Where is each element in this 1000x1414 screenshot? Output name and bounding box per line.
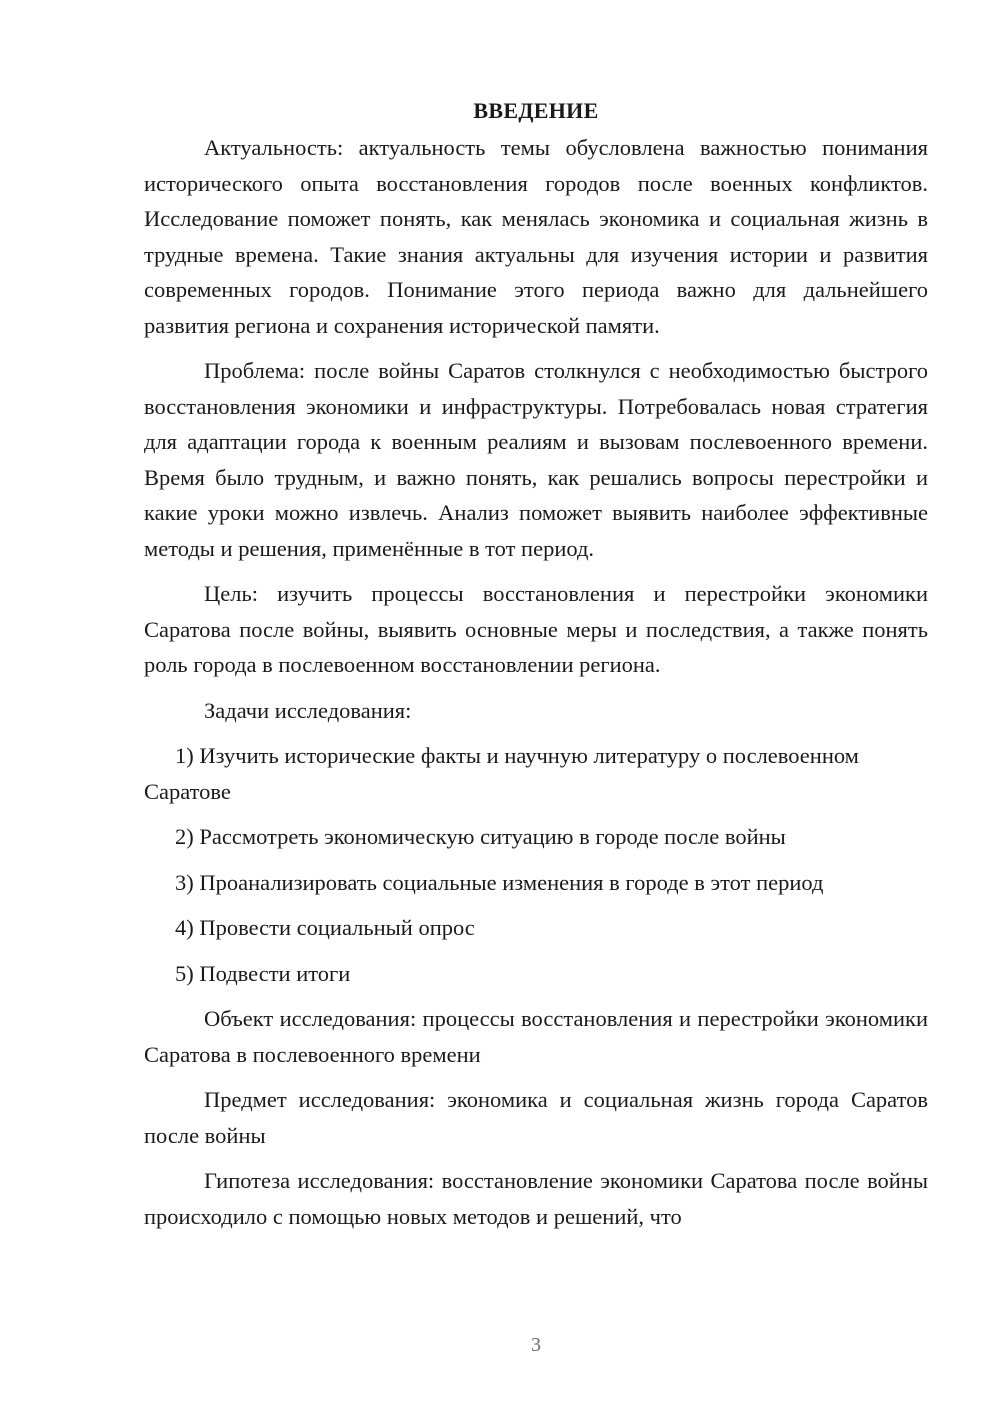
task-item-5: 5) Подвести итоги <box>175 960 351 986</box>
paragraph-relevance: Актуальность: актуальность темы обусловлена важностью понимания исторического опыта восстановления городов после военных конфликтов. Исследование поможет понять, как менялась экономика и социальная жизнь в трудные времена. Такие знания актуальны для изучения истории и развития современных городов. Понимание этого периода важно для дальнейшего развития региона и сохранения исторической памяти. <box>144 135 928 338</box>
paragraph-problem: Проблема: после войны Саратов столкнулся с необходимостью быстрого восстановления экономики и инфраструктуры. Потребовалась новая стратегия для адаптации города к военным реалиям и вызовам послевоенного времени. Время было трудным, и важно понять, как решались вопросы перестройки и какие уроки можно извлечь. Анализ поможет выявить наиболее эффективные методы и решения, применённые в тот период. <box>144 358 928 561</box>
paragraph-object: Объект исследования: процессы восстановления и перестройки экономики Саратова в послевоенного времени <box>144 1006 928 1067</box>
task-item-1: 1) Изучить исторические факты и научную литературу о послевоенном Саратове <box>144 743 859 804</box>
paragraph-subject: Предмет исследования: экономика и социальная жизнь города Саратов после войны <box>144 1087 928 1148</box>
page-number: 3 <box>531 1334 541 1356</box>
document-title: ВВЕДЕНИЕ <box>473 98 599 123</box>
paragraph-hypothesis: Гипотеза исследования: восстановление экономики Саратова после войны происходило с помощью новых методов и решений, что <box>144 1168 928 1229</box>
document-page <box>144 96 928 1244</box>
paragraph-goal: Цель: изучить процессы восстановления и перестройки экономики Саратова после войны, выявить основные меры и последствия, а также понять роль города в послевоенном восстановлении региона. <box>144 581 928 677</box>
task-item-2: 2) Рассмотреть экономическую ситуацию в городе после войны <box>175 824 786 849</box>
task-item-4: 4) Провести социальный опрос <box>175 915 475 940</box>
task-item-3: 3) Проанализировать социальные изменения в городе в этот период <box>175 869 824 895</box>
paragraph-tasks-heading: Задачи исследования: <box>204 697 412 723</box>
